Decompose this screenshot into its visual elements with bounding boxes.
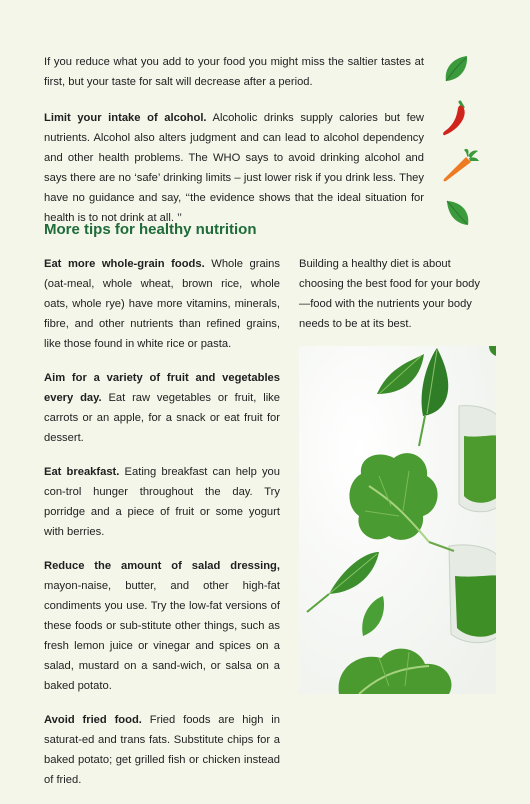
intro-paragraph-alcohol [44, 108, 424, 228]
tip-title: Aim for a variety of fruit and vegetables every day. [44, 372, 280, 404]
tip-text: mayon-naise, butter, and other high-fat condiments you use. Try the low-fat versions of these foods or sub-stitute other things, such as fresh lemon juice or vinegar and spices on a salad, mustard on a sand-wich, or salsa on a baked potato. [44, 580, 280, 692]
alcohol-text: Alcoholic drinks supply calories but few nutrients. Alcohol also alters judgment and can lead to alcohol dependency and other health problems. The WHO says to avoid drinking alcohol and says there are no ‘safe’ drinking limits – just lower risk if you drink less. They have no guidance and say, ‘‘the evidence shows that the ideal situation for health is to not drink at all. ’’ [44, 112, 425, 224]
side-decoration [438, 48, 486, 238]
tip-title: Avoid fried food. [44, 714, 142, 726]
tip-whole-grain [44, 254, 280, 354]
intro-paragraph-salt: If you reduce what you add to your food you might miss the saltier tastes at first, but your taste for salt will decrease after a period. [44, 56, 424, 88]
tip-text: Whole grains (oat-meal, whole wheat, brown rice, whole oats, whole rye) have more vitamins, minerals, fibre, and other nutrients than refined grains, like those found in white rice or pasta. [44, 258, 280, 350]
tip-fruit-vegetables [44, 368, 280, 448]
section-heading: More tips for healthy nutrition [44, 221, 257, 238]
healthy-diet-paragraph: Building a healthy diet is about choosing the best food for your body—food with the nutrients your body needs to be at its best. [299, 258, 480, 330]
tip-text: Fried foods are high in saturat-ed and trans fats. Substitute chips for a baked potato; get grilled fish or chicken instead of fried. [44, 714, 280, 786]
leaf-icon [442, 54, 470, 84]
tip-title: Eat breakfast. [44, 466, 120, 478]
tip-salad-dressing [44, 556, 280, 696]
greens-photo [299, 346, 496, 694]
tip-title: Reduce the amount of salad dressing, [44, 560, 280, 572]
greens-illustration [299, 346, 496, 694]
tip-title: Eat more whole-grain foods. [44, 258, 205, 270]
chili-pepper-icon [442, 100, 470, 138]
leaf-icon [444, 198, 472, 228]
tip-text: Eat raw vegetables or fruit, like carrots or an apple, for a snack or eat fruit for dessert. [44, 392, 280, 444]
alcohol-heading: Limit your intake of alcohol. [44, 112, 207, 124]
summary-column [299, 254, 491, 334]
tip-fried-food [44, 710, 280, 790]
intro-section [44, 52, 424, 244]
carrot-icon [442, 148, 480, 184]
tip-text: Eating breakfast can help you con-trol hunger throughout the day. Try porridge and a piece of fruit or some yogurt with berries. [44, 466, 281, 538]
tip-breakfast [44, 462, 280, 542]
tips-column [44, 254, 280, 804]
